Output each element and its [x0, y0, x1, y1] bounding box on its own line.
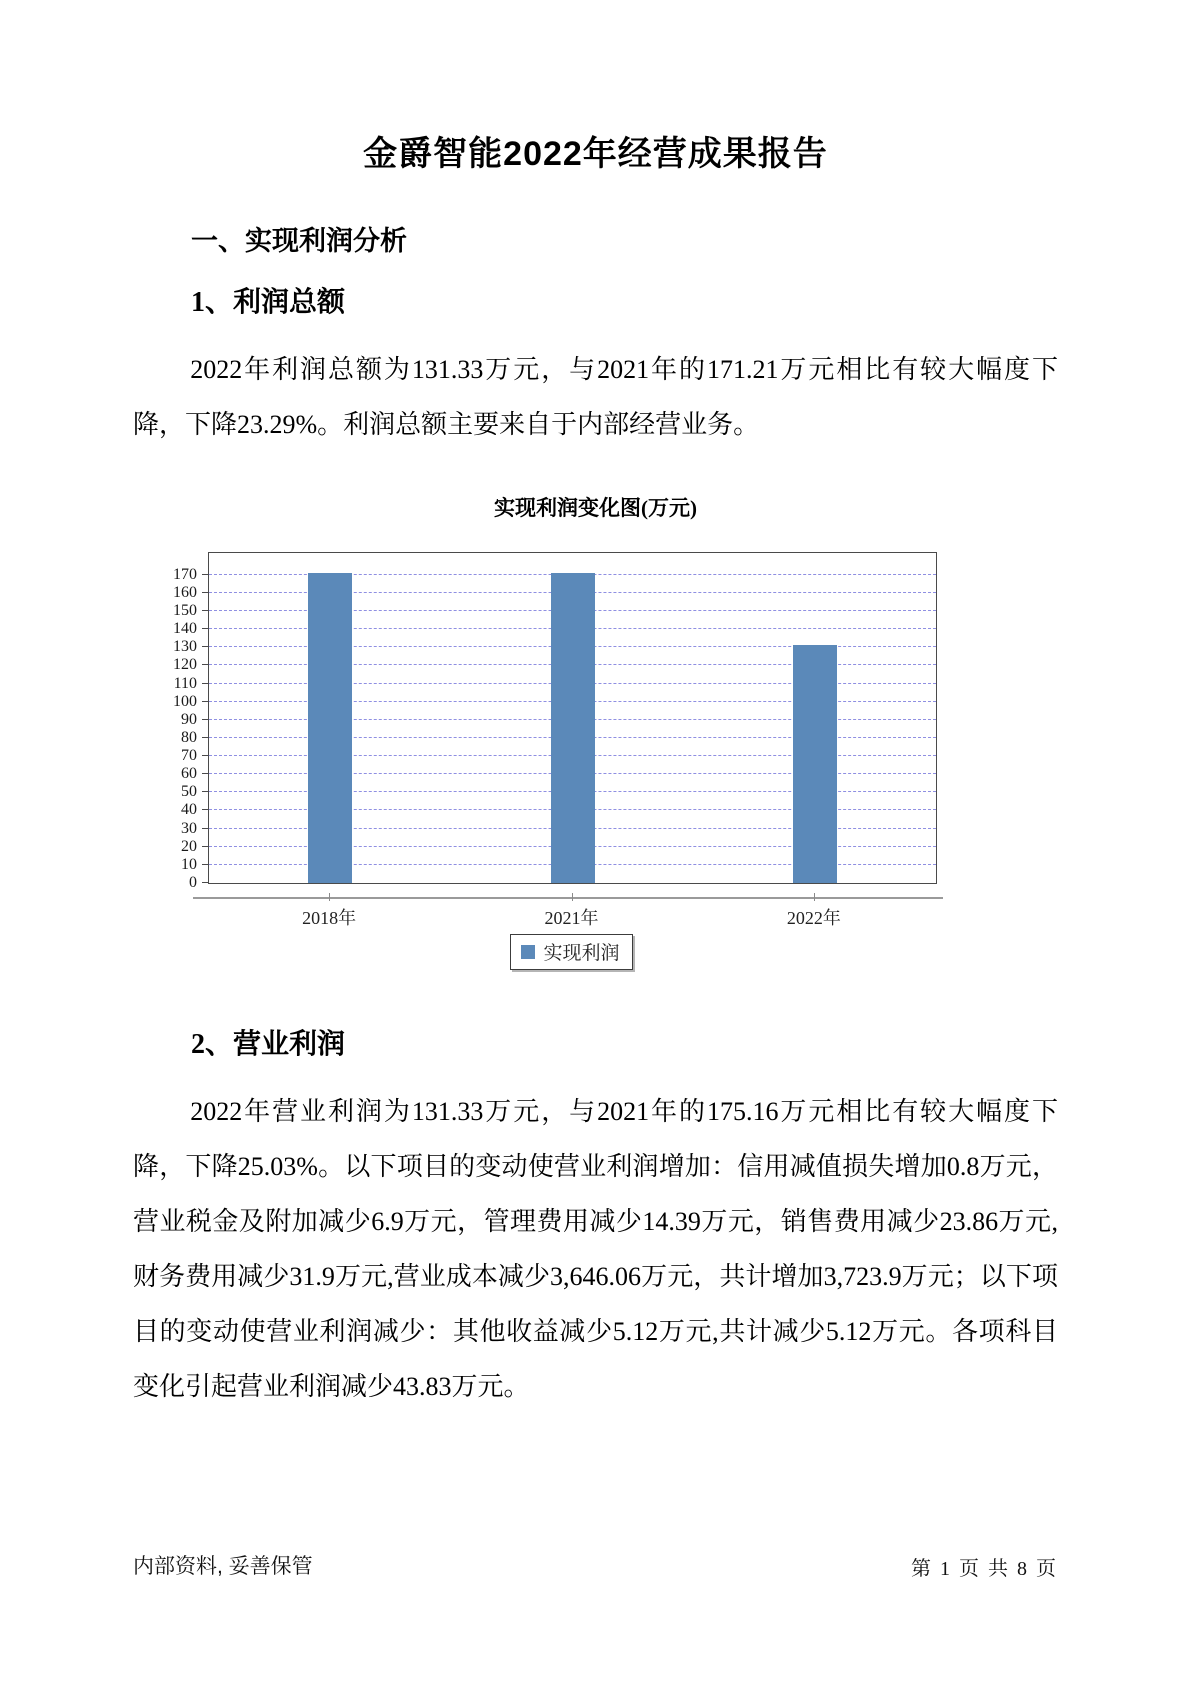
x-tick-label-2018年: 2018年 — [302, 908, 357, 928]
y-tick-mark-160 — [202, 592, 209, 593]
y-tick-mark-110 — [202, 683, 209, 684]
y-tick-mark-100 — [202, 701, 209, 702]
chart-legend — [208, 934, 935, 970]
y-tick-mark-90 — [202, 719, 209, 720]
y-tick-mark-130 — [202, 646, 209, 647]
y-tick-mark-70 — [202, 755, 209, 756]
y-tick-mark-140 — [202, 628, 209, 629]
chart-x-axis — [208, 884, 935, 930]
y-tick-label-120: 120 — [173, 656, 197, 674]
y-tick-label-160: 160 — [173, 583, 197, 601]
y-tick-label-70: 70 — [181, 747, 197, 765]
y-tick-mark-170 — [202, 574, 209, 575]
report-title: 金爵智能2022年经营成果报告 — [363, 135, 828, 173]
y-tick-mark-40 — [202, 809, 209, 810]
x-tick-label-2021年: 2021年 — [544, 908, 599, 928]
y-tick-mark-80 — [202, 737, 209, 738]
x-tick-mark-2022年 — [814, 893, 815, 901]
x-tick-mark-2021年 — [572, 893, 573, 901]
bar-2021年 — [551, 573, 595, 883]
section-heading-profit-analysis: 一、实现利润分析 — [191, 226, 407, 256]
y-tick-label-10: 10 — [181, 855, 197, 873]
legend-box — [510, 934, 632, 970]
y-tick-label-100: 100 — [173, 692, 197, 710]
y-tick-mark-60 — [202, 773, 209, 774]
footer-confidential-note: 内部资料, 妥善保管 — [133, 1555, 313, 1578]
profit-chart-block — [133, 492, 1058, 970]
subsection-heading-operating-profit: 2、营业利润 — [191, 1029, 346, 1060]
x-tick-mark-2018年 — [329, 893, 330, 901]
y-tick-label-110: 110 — [173, 674, 197, 692]
y-tick-mark-120 — [202, 664, 209, 665]
y-tick-label-150: 150 — [173, 602, 197, 620]
chart-plot-area — [173, 552, 937, 891]
x-tick-label-2022年: 2022年 — [786, 908, 841, 928]
y-tick-mark-20 — [202, 846, 209, 847]
y-tick-label-40: 40 — [181, 801, 197, 819]
legend-color-swatch — [521, 945, 535, 959]
y-tick-label-140: 140 — [173, 620, 197, 638]
y-tick-label-0: 0 — [189, 874, 197, 891]
y-tick-mark-150 — [202, 610, 209, 611]
chart-title: 实现利润变化图(万元) — [494, 496, 697, 520]
subsection-heading-total-profit: 1、利润总额 — [191, 287, 346, 318]
y-tick-mark-30 — [202, 828, 209, 829]
y-tick-mark-0 — [202, 882, 209, 883]
paragraph-operating-profit: 2022年营业利润为131.33万元，与2021年的175.16万元相比有较大幅度下降，下降25.03%。以下项目的变动使营业利润增加：信用减值损失增加0.8万元，营业税金及附加减少6.9万元，管理费用减少14.39万元，销售费用减少23.86万元,财务费用减少31.9万元,营业成本减少3,646.06万元，共计增加3,723.9万元；以下项目的变动使营业利润减少：其他收益减少5.12万元,共计减少5.12万元。各项科目变化引起营业利润减少43.83万元。 — [133, 1097, 1058, 1401]
bar-2022年 — [793, 645, 837, 883]
bar-2018年 — [308, 573, 352, 883]
paragraph-total-profit: 2022年利润总额为131.33万元，与2021年的171.21万元相比有较大幅度下降，下降23.29%。利润总额主要来自于内部经营业务。 — [133, 355, 1058, 439]
y-tick-mark-50 — [202, 791, 209, 792]
legend-series-label: 实现利润 — [543, 943, 620, 964]
y-tick-label-50: 50 — [181, 783, 197, 801]
y-tick-label-80: 80 — [181, 728, 197, 746]
y-tick-label-30: 30 — [181, 819, 197, 837]
y-tick-label-130: 130 — [173, 638, 197, 656]
footer-page-number: 第 1 页 共 8 页 — [911, 1558, 1058, 1580]
y-tick-mark-10 — [202, 864, 209, 865]
y-tick-label-60: 60 — [181, 765, 197, 783]
y-tick-label-170: 170 — [173, 565, 197, 583]
y-tick-label-90: 90 — [181, 710, 197, 728]
x-axis-line — [193, 897, 943, 899]
y-tick-label-20: 20 — [181, 837, 197, 855]
